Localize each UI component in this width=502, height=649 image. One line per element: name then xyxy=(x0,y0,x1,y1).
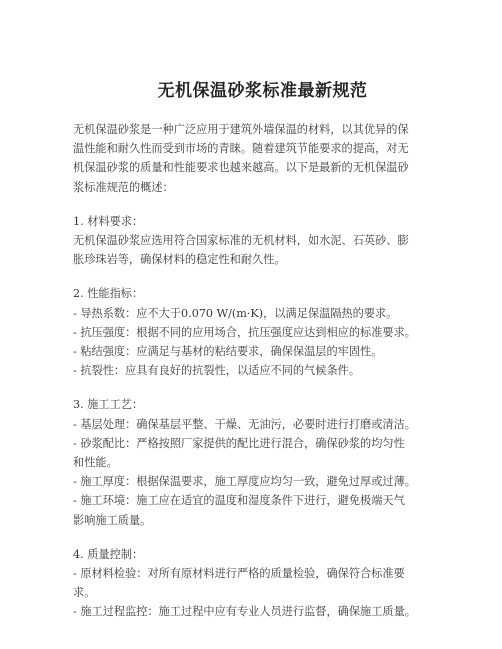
section-line: - 施工环境：施工应在适宜的温度和湿度条件下进行，避免极端天气 xyxy=(73,494,405,508)
section-material-requirements xyxy=(73,212,452,270)
section-quality-control xyxy=(73,545,452,622)
section-heading: 1. 材料要求： xyxy=(73,214,144,228)
section-line: - 粘结强度：应满足与基材的粘结要求，确保保温层的牢固性。 xyxy=(73,345,383,359)
intro-line: 无机保温砂浆是一种广泛应用于建筑外墙保温的材料，以其优异的保 xyxy=(73,123,409,136)
intro-line: 机保温砂浆的质量和性能要求也越来越高。以下是最新的无机保温砂 xyxy=(73,161,409,175)
section-line: - 抗压强度：根据不同的应用场合，抗压强度应达到相应的标准要求。 xyxy=(73,325,416,339)
section-line: - 原材料检验：对所有原材料进行严格的质量检验，确保符合标准要 xyxy=(73,567,405,581)
section-heading: 4. 质量控制： xyxy=(73,547,144,561)
intro-line: 温性能和耐久性而受到市场的青睐。随着建筑节能要求的提高，对无 xyxy=(73,142,409,156)
section-line: 胀珍珠岩等，确保材料的稳定性和耐久性。 xyxy=(73,253,286,267)
section-line: - 施工过程监控：施工过程中应有专业人员进行监督，确保施工质量。 xyxy=(73,605,416,619)
section-line: 和性能。 xyxy=(73,456,118,470)
section-heading: 3. 施工工艺： xyxy=(73,398,144,412)
section-heading: 2. 性能指标： xyxy=(73,287,144,301)
section-construction-process xyxy=(73,395,452,529)
section-line: - 抗裂性：应具有良好的抗裂性，以适应不同的气候条件。 xyxy=(73,364,361,378)
section-line: - 导热系数：应不大于0.070 W/(m·K)，以满足保温隔热的要求。 xyxy=(73,306,398,320)
document-title: 无机保温砂浆标准最新规范 xyxy=(157,81,368,101)
section-line: - 砂浆配比：严格按照厂家提供的配比进行混合，确保砂浆的均匀性 xyxy=(73,436,405,450)
section-line: 影响施工质量。 xyxy=(73,513,152,527)
section-line: 求。 xyxy=(73,586,96,600)
intro-paragraph xyxy=(73,120,452,197)
section-performance-indicators xyxy=(73,284,452,380)
intro-line: 浆标准规范的概述： xyxy=(73,180,174,194)
section-line: - 施工厚度：根据保温要求，施工厚度应均匀一致，避免过厚或过薄。 xyxy=(73,475,416,489)
section-line: - 基层处理：确保基层平整、干燥、无油污，必要时进行打磨或清洁。 xyxy=(73,417,416,431)
section-line: 无机保温砂浆应选用符合国家标准的无机材料，如水泥、石英砂、膨 xyxy=(73,234,409,248)
